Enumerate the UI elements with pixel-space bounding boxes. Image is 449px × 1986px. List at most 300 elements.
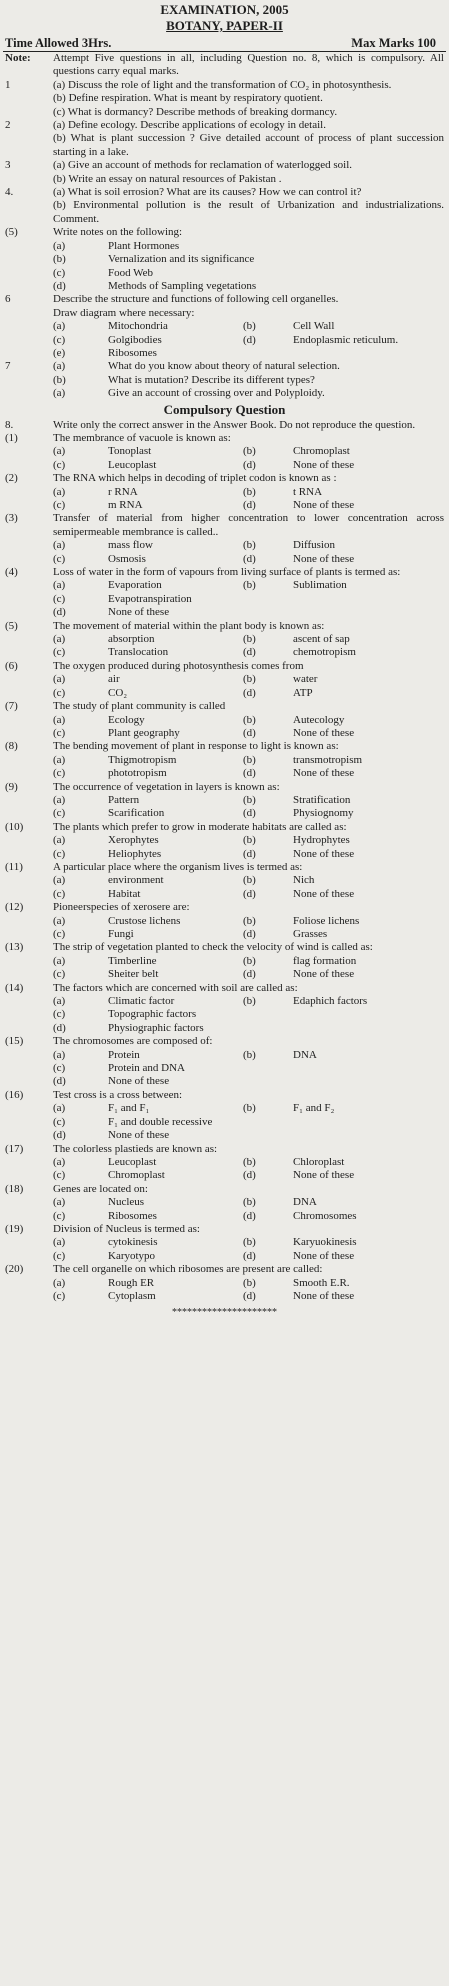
option-row	[53, 1116, 444, 1129]
option-text: Timberline	[108, 954, 157, 967]
question-text: Division of Nucleus is termed as:	[53, 1222, 200, 1235]
option-text: None of these	[293, 968, 355, 981]
option-letter: (d)	[243, 1169, 256, 1182]
option-letter: (b)	[243, 445, 256, 458]
question-text: The movement of material within the plant body is known as:	[53, 619, 325, 632]
option-text: Leucoplast	[108, 458, 157, 471]
option-letter: (b)	[243, 874, 256, 887]
question-number: (15)	[5, 1035, 24, 1048]
option-letter: (c)	[53, 592, 66, 605]
question-number: 6	[5, 293, 11, 306]
mcq-item	[3, 941, 446, 981]
option-letter: (d)	[53, 279, 66, 292]
option-text: DNA	[293, 1196, 317, 1209]
option-text: Translocation	[108, 646, 169, 659]
option-letter: (b)	[243, 995, 256, 1008]
option-text: None of these	[293, 1249, 355, 1262]
question-text: The membrance of vacuole is known as:	[53, 431, 231, 444]
option-letter: (c)	[53, 646, 66, 659]
option-letter	[243, 1022, 293, 1035]
option-letter: (d)	[243, 499, 256, 511]
option-text: flag formation	[293, 954, 357, 967]
option-letter: (d)	[243, 887, 256, 900]
option-row	[53, 673, 444, 686]
option-letter: (d)	[243, 928, 256, 940]
option-row	[53, 1169, 444, 1182]
note-item	[53, 267, 444, 280]
option-letter: (a)	[53, 713, 66, 726]
option-letter: (c)	[53, 1008, 66, 1021]
option-letter: (a)	[53, 673, 66, 686]
option-text: What do you know about theory of natural selection.	[108, 360, 340, 373]
time-allowed: Time Allowed 3Hrs.	[5, 36, 112, 50]
question-number: (8)	[5, 740, 18, 753]
option-row	[53, 727, 444, 740]
option-row	[53, 807, 444, 820]
question-number: (16)	[5, 1088, 24, 1101]
option-letter	[243, 347, 293, 360]
option-text: None of these	[293, 1289, 355, 1302]
option-text: Ribosomes	[108, 1209, 157, 1222]
option-letter: (a)	[53, 360, 66, 373]
option-letter: (b)	[243, 713, 256, 726]
mcq-item	[3, 472, 446, 512]
option-letter: (a)	[53, 793, 66, 806]
option-text: mass flow	[108, 539, 153, 552]
option-letter: (b)	[243, 1196, 256, 1209]
question-text: The bending movement of plant in response to light is known as:	[53, 740, 339, 753]
question-number: (19)	[5, 1222, 24, 1235]
option-row	[53, 1062, 444, 1075]
option-row	[53, 687, 444, 700]
option-text: Crustose lichens	[108, 914, 181, 927]
mcq-item	[3, 700, 446, 740]
option-letter: (d)	[243, 847, 256, 860]
option-letter: (d)	[53, 1075, 66, 1088]
option-text: Endoplasmic reticulum.	[293, 333, 399, 346]
question-body	[53, 1035, 446, 1089]
option-letter: (c)	[53, 1115, 66, 1128]
long-question	[3, 186, 446, 226]
option-text: Karyotypo	[108, 1249, 156, 1262]
option-text: air	[108, 673, 120, 686]
option-text: F₁ and F₂	[293, 1102, 335, 1115]
option-letter: (a)	[53, 914, 66, 927]
question-part	[53, 374, 444, 387]
question-text: The chromosomes are composed of:	[53, 1035, 213, 1048]
option-row	[53, 486, 444, 499]
option-letter	[243, 1075, 293, 1088]
option-row	[53, 1196, 444, 1209]
mcq-list	[3, 432, 446, 1303]
note-item	[53, 280, 444, 293]
option-text: Protein and DNA	[108, 1062, 185, 1075]
option-row	[53, 334, 444, 347]
option-letter: (d)	[243, 1249, 256, 1262]
option-text: Physiognomy	[293, 807, 354, 820]
question-number: (6)	[5, 659, 18, 672]
option-letter: (b)	[243, 914, 256, 927]
question-part: (b) What is plant succession ? Give detailed account of process of plant succession starting in a lake.	[53, 132, 444, 158]
option-text: Karyuokinesis	[293, 1236, 357, 1249]
option-text	[293, 347, 444, 360]
question-body	[53, 1223, 446, 1263]
option-letter: (c)	[53, 847, 66, 860]
question-number: (17)	[5, 1142, 24, 1155]
option-row	[53, 459, 444, 472]
long-question	[3, 159, 446, 186]
question-text: The cell organelle on which ribosomes are present are called:	[53, 1263, 323, 1276]
option-row	[53, 834, 444, 847]
option-row	[53, 955, 444, 968]
option-text: F₁ and F₁	[108, 1102, 150, 1115]
question-text: The colorless plastieds are known as:	[53, 1142, 218, 1155]
option-letter: (c)	[53, 1289, 66, 1302]
option-letter: (a)	[53, 387, 66, 400]
option-letter: (d)	[243, 968, 256, 981]
option-letter: (b)	[243, 1236, 256, 1249]
option-letter: (c)	[53, 1062, 66, 1075]
option-text: Sheiter belt	[108, 968, 159, 981]
option-letter: (b)	[53, 373, 66, 386]
question-body	[53, 700, 446, 740]
question-text: The factors which are concerned with soil are called as:	[53, 981, 298, 994]
option-text: None of these	[293, 1169, 355, 1182]
question-text: Transfer of material from higher concentration to lower concentration across semipermeable membrance is called..	[53, 512, 444, 538]
option-letter: (c)	[53, 767, 66, 780]
option-letter: (b)	[243, 579, 256, 592]
option-letter: (c)	[53, 499, 66, 511]
option-letter: (a)	[53, 633, 66, 646]
question-items	[53, 360, 446, 400]
question-body	[53, 982, 446, 1036]
question-text: The plants which prefer to grow in moderate habitats are called as:	[53, 820, 347, 833]
option-letter: (c)	[53, 686, 66, 699]
option-text: None of these	[293, 552, 355, 565]
option-letter: (a)	[53, 1048, 66, 1061]
option-text: chemotropism	[293, 646, 356, 659]
option-row	[53, 347, 444, 360]
question-number: (11)	[5, 860, 23, 873]
option-text: absorption	[108, 633, 155, 646]
mcq-item	[3, 740, 446, 780]
question-text: Pioneerspecies of xerosere are:	[53, 901, 190, 914]
option-letter: (d)	[243, 552, 256, 565]
mcq-item	[3, 432, 446, 472]
question-part: (a) What is soil errosion? What are its causes? How we can control it?	[53, 186, 362, 199]
option-text	[293, 1075, 444, 1088]
note-row	[3, 52, 446, 79]
option-letter: (d)	[243, 767, 256, 780]
option-text: Rough ER	[108, 1276, 155, 1289]
mcq-item	[3, 566, 446, 620]
option-letter: (d)	[243, 458, 256, 471]
question-number: (12)	[5, 901, 24, 914]
mcq-item	[3, 660, 446, 700]
mcq-item	[3, 1263, 446, 1303]
option-letter: (b)	[243, 834, 256, 847]
question-text: Write only the correct answer in the Answer Book. Do not reproduce the question.	[53, 418, 416, 431]
option-letter: (a)	[53, 1236, 66, 1249]
option-text: r RNA	[108, 485, 138, 498]
question-text: The strip of vegetation planted to check the velocity of wind is called as:	[53, 941, 373, 954]
option-letter: (a)	[53, 1196, 66, 1209]
option-letter	[243, 606, 293, 619]
option-letter: (c)	[53, 807, 66, 820]
option-row	[53, 995, 444, 1008]
question-body	[53, 781, 446, 821]
option-letter: (a)	[53, 485, 66, 498]
question-part	[53, 360, 444, 373]
question-number: (5)	[5, 619, 18, 632]
option-text: Food Web	[108, 266, 154, 279]
option-row	[53, 633, 444, 646]
note-item	[53, 240, 444, 253]
question-number: (4)	[5, 566, 18, 579]
option-text: phototropism	[108, 767, 167, 780]
mcq-item	[3, 1183, 446, 1223]
option-row	[53, 606, 444, 619]
question-text: A particular place where the organism lives is termed as:	[53, 860, 303, 873]
option-text: None of these	[293, 767, 355, 780]
option-letter: (d)	[243, 726, 256, 739]
option-text: None of these	[293, 458, 355, 471]
option-letter	[243, 593, 293, 606]
question-part: (a) Define ecology. Describe applications of ecology in detail.	[53, 119, 326, 132]
option-letter: (d)	[243, 686, 256, 699]
question-5	[3, 226, 446, 293]
question-body	[53, 186, 446, 226]
option-letter: (d)	[53, 1129, 66, 1142]
option-letter: (d)	[243, 1289, 256, 1302]
question-part: (b) Write an essay on natural resources of Pakistan .	[53, 172, 282, 185]
option-row	[53, 320, 444, 333]
option-row	[53, 794, 444, 807]
option-row	[53, 646, 444, 659]
option-text: environment	[108, 874, 164, 887]
option-letter: (c)	[53, 458, 66, 471]
option-letter: (a)	[53, 1276, 66, 1289]
question-number: (9)	[5, 780, 18, 793]
mcq-item	[3, 1143, 446, 1183]
option-row	[53, 1156, 444, 1169]
question-number: 1	[5, 78, 11, 91]
option-letter: (d)	[243, 333, 256, 346]
question-part: (b) Define respiration. What is meant by respiratory quotient.	[53, 92, 323, 105]
question-number: 7	[5, 360, 11, 373]
option-letter: (b)	[243, 1102, 256, 1115]
option-text: DNA	[293, 1048, 317, 1061]
question-number: (18)	[5, 1182, 24, 1195]
option-letter: (c)	[53, 333, 66, 346]
option-text: Chloroplast	[293, 1155, 345, 1168]
option-text: transmotropism	[293, 753, 363, 766]
option-text: Chromoplast	[293, 445, 350, 458]
option-letter: (c)	[53, 1249, 66, 1262]
option-letter: (c)	[53, 726, 66, 739]
option-text: Grasses	[293, 928, 328, 940]
question-part: (a) Give an account of methods for reclamation of waterlogged soil.	[53, 159, 353, 172]
question-text: The study of plant community is called	[53, 700, 226, 713]
option-text	[293, 606, 444, 619]
mcq-item	[3, 1089, 446, 1143]
question-text: Loss of water in the form of vapours from living surface of plants is termed as:	[53, 566, 401, 579]
question-7	[3, 360, 446, 400]
option-text: Cytoplasm	[108, 1289, 156, 1302]
option-text: Stratification	[293, 793, 351, 806]
question-body	[53, 512, 446, 566]
footer-stars: *********************	[172, 1307, 277, 1319]
mcq-item	[3, 1035, 446, 1089]
option-letter: (a)	[53, 874, 66, 887]
exam-title: EXAMINATION, 2005	[160, 2, 289, 17]
option-text: F₁ and double recessive	[108, 1115, 213, 1128]
option-row	[53, 1290, 444, 1303]
option-text	[293, 1129, 444, 1142]
max-marks: Max Marks 100	[351, 36, 436, 50]
option-text	[293, 1062, 444, 1075]
option-letter: (d)	[243, 1209, 256, 1222]
option-letter: (e)	[53, 346, 66, 359]
option-text: None of these	[108, 1129, 170, 1142]
mcq-item	[3, 512, 446, 566]
question-text: The RNA which helps in decoding of triplet codon is known as :	[53, 472, 337, 485]
option-letter: (a)	[53, 834, 66, 847]
question-text: The occurrence of vegetation in layers is known as:	[53, 780, 280, 793]
option-text: Ribosomes	[108, 346, 157, 359]
option-letter: (a)	[53, 320, 66, 333]
question-number: (10)	[5, 820, 24, 833]
option-row	[53, 445, 444, 458]
question-part: (c) What is dormancy? Describe methods of breaking dormancy.	[53, 105, 338, 118]
option-text: Cell Wall	[293, 320, 335, 333]
option-text	[293, 1008, 444, 1021]
question-body	[53, 119, 446, 159]
option-text: Osmosis	[108, 552, 146, 565]
option-text: Climatic factor	[108, 995, 175, 1008]
question-number: (20)	[5, 1263, 24, 1276]
option-row	[53, 593, 444, 606]
question-body	[53, 620, 446, 660]
question-number: (5)	[5, 226, 18, 239]
option-letter: (b)	[243, 673, 256, 686]
note-item	[53, 253, 444, 266]
paper-title: BOTANY, PAPER-II	[166, 18, 283, 33]
option-letter: (c)	[53, 928, 66, 940]
question-text: Describe the structure and functions of following cell organelles.	[53, 293, 339, 306]
long-question	[3, 79, 446, 119]
option-letter: (d)	[243, 646, 256, 659]
option-row	[53, 499, 444, 512]
question-part	[53, 387, 444, 400]
option-row	[53, 1102, 444, 1115]
option-letter	[243, 1116, 293, 1129]
option-letter	[243, 1062, 293, 1075]
option-letter: (c)	[53, 968, 66, 981]
option-text: ascent of sap	[293, 633, 350, 646]
option-text: Tonoplast	[108, 445, 152, 458]
option-text	[293, 1022, 444, 1035]
option-letter: (b)	[243, 1048, 256, 1061]
option-text: t RNA	[293, 485, 323, 498]
option-text: Smooth E.R.	[293, 1276, 350, 1289]
question-body	[53, 1089, 446, 1143]
option-row	[53, 1250, 444, 1263]
option-letter: (b)	[243, 485, 256, 498]
option-letter: (d)	[53, 1021, 66, 1034]
option-text: Methods of Sampling vegetations	[108, 279, 257, 292]
question-body	[53, 1183, 446, 1223]
option-text: Give an account of crossing over and Polyploidy.	[108, 387, 325, 400]
mcq-item	[3, 781, 446, 821]
option-text: Physiographic factors	[108, 1021, 204, 1034]
option-text: Pattern	[108, 793, 140, 806]
option-text: Leucoplast	[108, 1155, 157, 1168]
option-letter: (a)	[53, 239, 66, 252]
option-text: Heliophytes	[108, 847, 162, 860]
option-text: Hydrophytes	[293, 834, 350, 847]
question-body	[53, 901, 446, 941]
option-row	[53, 1277, 444, 1290]
option-letter: (a)	[53, 445, 66, 458]
question-number: (2)	[5, 472, 18, 485]
question-text: Write notes on the following:	[53, 226, 183, 239]
option-row	[53, 888, 444, 901]
question-part: (b) Environmental pollution is the result of Urbanization and industrializations. Comment.	[53, 199, 444, 225]
option-text: None of these	[293, 499, 355, 511]
mcq-item	[3, 1223, 446, 1263]
option-text: cytokinesis	[108, 1236, 158, 1249]
option-text: Topographic factors	[108, 1008, 197, 1021]
question-body	[53, 566, 446, 620]
option-letter: (b)	[243, 1276, 256, 1289]
question-number: 2	[5, 119, 11, 132]
option-row	[53, 579, 444, 592]
question-number: (14)	[5, 981, 24, 994]
option-row	[53, 1210, 444, 1223]
question-8	[3, 419, 446, 432]
option-letter: (c)	[53, 1209, 66, 1222]
option-row	[53, 968, 444, 981]
option-row	[53, 754, 444, 767]
option-text: None of these	[293, 847, 355, 860]
question-number: (1)	[5, 431, 18, 444]
option-letter	[243, 1008, 293, 1021]
option-text: Protein	[108, 1048, 140, 1061]
question-body	[53, 79, 446, 119]
question-text: Genes are located on:	[53, 1182, 148, 1195]
option-text: Chromoplast	[108, 1169, 165, 1182]
question-body	[53, 1263, 446, 1303]
option-text: Nich	[293, 874, 315, 887]
question-body	[53, 660, 446, 700]
mcq-item	[3, 821, 446, 861]
question-number: (3)	[5, 512, 18, 525]
option-text: Evapotranspiration	[108, 592, 192, 605]
question-text: The oxygen produced during photosynthesis comes from	[53, 659, 304, 672]
option-letter: (c)	[53, 552, 66, 565]
option-letter: (d)	[243, 807, 256, 820]
option-text: Autecology	[293, 713, 345, 726]
option-letter: (c)	[53, 1169, 66, 1182]
mcq-item	[3, 982, 446, 1036]
option-text: Xerophytes	[108, 834, 159, 847]
option-row	[53, 1129, 444, 1142]
question-body	[53, 740, 446, 780]
question-body	[53, 861, 446, 901]
option-letter: (a)	[53, 579, 66, 592]
option-text: Fungi	[108, 928, 134, 940]
